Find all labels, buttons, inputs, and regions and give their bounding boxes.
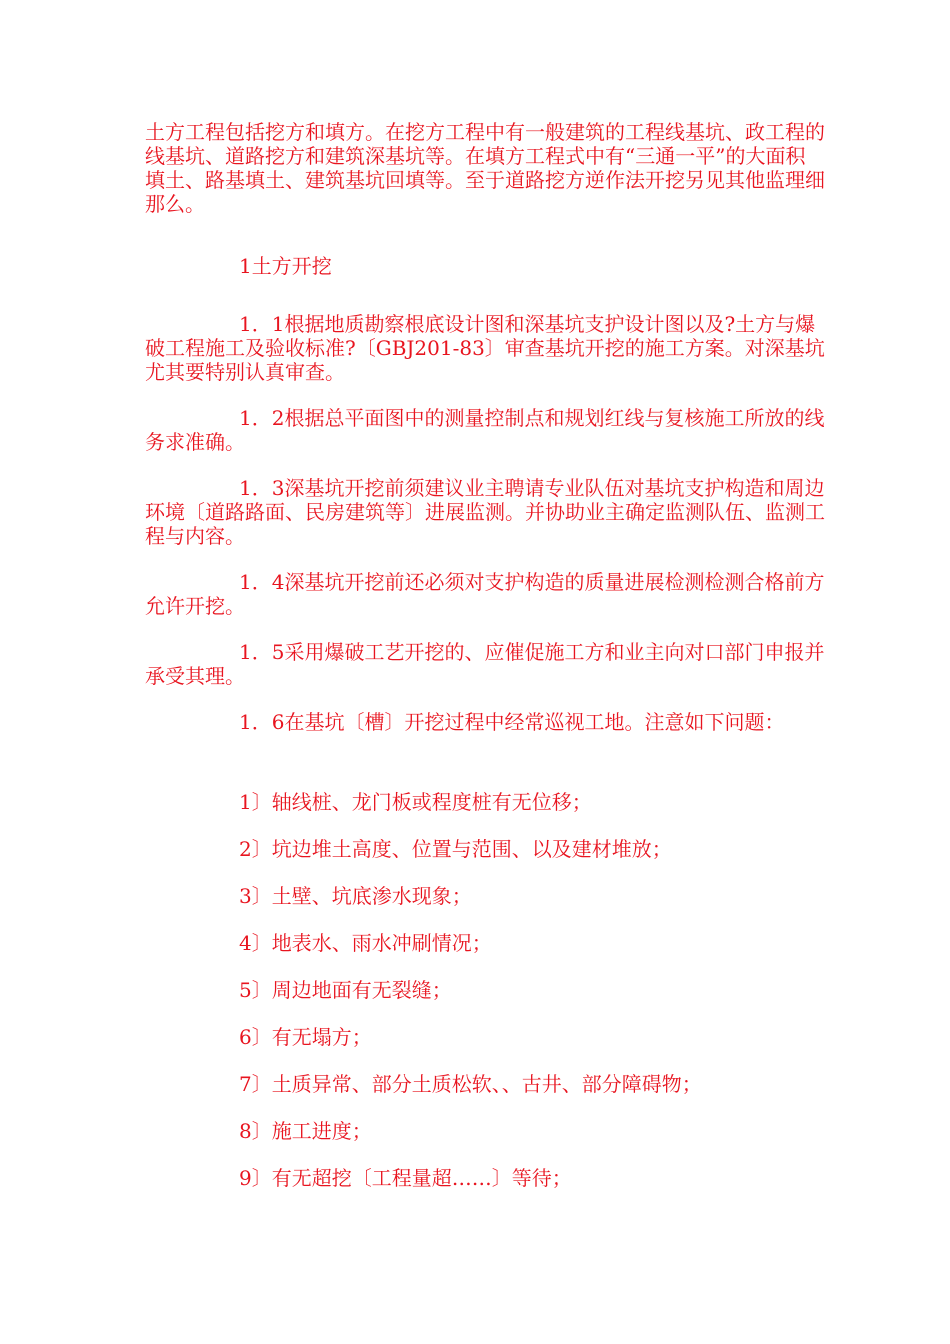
document-body (145, 120, 825, 1213)
list-item: 5〕周边地面有无裂缝； (239, 978, 452, 1002)
list-item: 6〕有无塌方； (239, 1025, 372, 1049)
list-item: 7〕土质异常、部分土质松软、、古井、部分障碍物； (239, 1072, 702, 1096)
section-paragraph: 1．6在基坑〔槽〕开挖过程中经常巡视工地。注意如下问题： (239, 710, 785, 734)
section-paragraph: 1．2根据总平面图中的测量控制点和规划红线与复核施工所放的线务求准确。 (145, 406, 825, 454)
section-paragraph: 1．4深基坑开挖前还必须对支护构造的质量进展检测检测合格前方允许开挖。 (145, 570, 825, 618)
section-heading: 1土方开挖 (239, 254, 332, 278)
list-item: 9〕有无超挖〔工程量超……〕等待； (239, 1166, 572, 1190)
section-paragraph: 1．1根据地质勘察根底设计图和深基坑支护设计图以及?土方与爆破工程施工及验收标准?〔GBJ201-83〕审查基坑开挖的施工方案。对深基坑尤其要特别认真审查。 (145, 312, 825, 384)
list-item: 1〕轴线桩、龙门板或程度桩有无位移； (239, 790, 592, 814)
section-paragraph: 1．5采用爆破工艺开挖的、应催促施工方和业主向对口部门申报并承受其理。 (145, 640, 825, 688)
intro-paragraph: 土方工程包括挖方和填方。在挖方工程中有一般建筑的工程线基坑、政工程的线基坑、道路挖方和建筑深基坑等。在填方工程式中有“三通一平”的大面积填土、路基填土、建筑基坑回填等。至于道路挖方逆作法开挖另见其他监理细那么。 (145, 120, 825, 216)
list-item: 8〕施工进度； (239, 1119, 372, 1143)
section-paragraph: 1．3深基坑开挖前须建议业主聘请专业队伍对基坑支护构造和周边环境〔道路路面、民房建筑等〕进展监测。并协助业主确定监测队伍、监测工程与内容。 (145, 476, 825, 548)
list-item: 4〕地表水、雨水冲刷情况； (239, 931, 492, 955)
list-item: 2〕坑边堆土高度、位置与范围、以及建材堆放； (239, 837, 672, 861)
list-item: 3〕土壁、坑底渗水现象； (239, 884, 472, 908)
